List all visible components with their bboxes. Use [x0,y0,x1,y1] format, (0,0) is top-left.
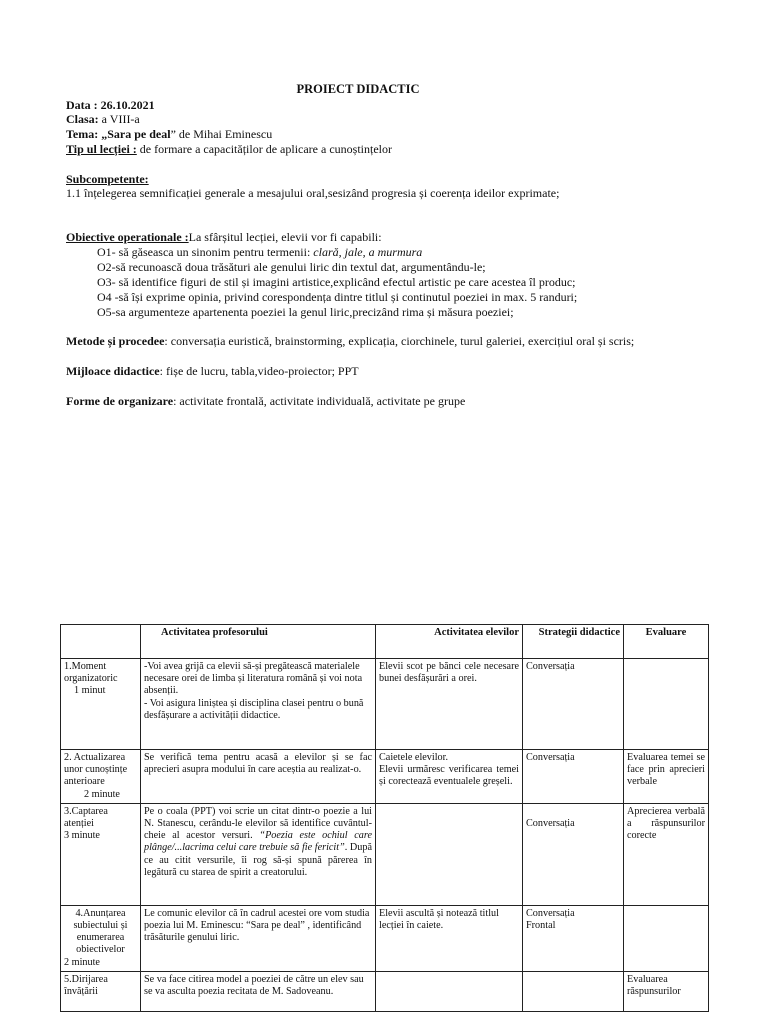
objective-o2: O2-să recunoască doua trăsături ale genului liric din textul dat, argumentându-le; [97,260,486,274]
methods-line [66,334,726,348]
teacher-activity-cell [141,659,376,750]
lesson-plan-table [60,624,709,1012]
step-label: 1.Moment organizatoric [64,661,118,685]
objective-o4: O4 -să își exprime opinia, privind corespondența dintre titlul și continutul poeziei in max. 5 randuri; [97,290,578,304]
evaluation-cell [624,905,709,971]
teacher-activity-cell: Le comunic elevilor că în cadrul acestei ore vom studia poezia lui M. Eminescu: “Sara pe deal” , identificând trăsăturile genului liric. [141,905,376,971]
strategies-cell: Conversația [523,803,624,905]
teacher-activity-cell [141,803,376,905]
class-value: a VIII-a [98,112,140,126]
step-time: 2 minute [64,956,100,968]
teacher-activity-text-cont: . După ce au citit versurile, îi rog să-și spună părerea în legătură cu starea de spirit a creatorului. [144,842,372,878]
theme-line [66,127,726,141]
means-value: : fișe de lucru, tabla,video-proiector; PPT [159,364,359,378]
objective-o1-terms: clară, jale, a murmura [313,245,423,259]
teacher-activity-cell: Se va face citirea model a poeziei de către un elev sau se va asculta poezia recitata de M. Sadoveanu. [141,971,376,1011]
teacher-activity-text: -Voi avea grijă ca elevii să-și pregătească materialele necesare orei de limba și literatura română și voi nota absenții. - Voi asigura liniștea și disciplina clasei pentru o bună desfășurare a activității didactice. [144,661,364,721]
theme-label: Tema: „ [66,127,108,141]
step-time: 2 minute [84,788,120,800]
document-title: PROIECT DIDACTIC [296,82,420,96]
step-cell [61,905,141,971]
objectives-label: Obiective operationale : [66,230,189,244]
objective-o1-text: O1- să găseasca un sinonim pentru termenii: [97,245,314,259]
methods-label: Metode și procedee [66,334,165,348]
step-label: 2. Actualizarea unor cunoștințe anterioare [64,752,128,788]
student-activity-cell: Elevii scot pe bănci cele necesare bunei desfășurări a orei. [376,659,523,750]
strategies-cell: Conversația [523,659,624,750]
student-activity-cell [376,803,523,905]
header-strategies: Strategii didactice [523,625,624,659]
means-line [66,364,726,378]
student-activity-cell: Caietele elevilor. Elevii urmăresc verificarea temei și corectează eventualele greșeli. [376,750,523,804]
student-activity-cell: Elevii ascultă și notează titlul lecției în caiete. [376,905,523,971]
evaluation-cell: Evaluarea temei se face prin aprecieri verbale [624,750,709,804]
forms-value: : activitate frontală, activitate individuală, activitate pe grupe [173,394,466,408]
step-time: 1 minut [74,685,106,697]
lesson-type-line [66,142,726,156]
quote-text: “Poezia este ochiul care plânge/...lacrima celui care trebuie să fie fericit” [144,830,373,854]
objective-o5: O5-sa argumenteze apartenenta poeziei la genul liric,precizând rima și măsura poeziei; [97,305,514,319]
objective-o3: O3- să identifice figuri de stil și imagini artistice,explicând efectul artistic pe care acestea îl produc; [97,275,576,289]
header-student-activity: Activitatea elevilor [376,625,523,659]
table-row [61,905,709,971]
step-time: 3 minute [64,830,100,842]
date-line [66,98,726,112]
table-row [61,803,709,905]
objectives-heading [66,230,726,244]
lesson-type-value: de formare a capacităților de aplicare a cunoștințelor [136,142,392,156]
table-header-row [61,625,709,659]
lesson-type-label: Tip ul lecției : [66,142,137,156]
subcompetente-heading [66,172,726,186]
table-row [61,971,709,1011]
table-row [61,659,709,750]
table-row [61,750,709,804]
theme-title: Sara pe deal [107,127,171,141]
forms-label: Forme de organizare [66,394,174,408]
date-label: Data : 26.10.2021 [66,98,155,112]
header-step [61,625,141,659]
theme-rest: ” de Mihai Eminescu [170,127,273,141]
strategies-cell [523,971,624,1011]
means-label: Mijloace didactice [66,364,160,378]
teacher-activity-cell: Se verifică tema pentru acasă a elevilor și se fac aprecieri asupra modului în care aceștia au realizat-o. [141,750,376,804]
objective-o1 [97,245,757,259]
evaluation-cell: Evaluarea răspunsurilor [624,971,709,1011]
step-label: 3.Captarea atenției [64,805,108,830]
class-line [66,112,726,126]
class-label: Clasa: [66,112,99,126]
step-label: 5.Dirijarea învățării [64,973,108,998]
step-cell [61,971,141,1011]
step-cell [61,750,141,804]
evaluation-cell: Aprecierea verbală a răspunsurilor corecte [624,803,709,905]
strategies-cell: Conversația Frontal [523,905,624,971]
objectives-intro: La sfârșitul lecției, elevii vor fi capabili: [188,230,382,244]
strategies-cell: Conversația [523,750,624,804]
subcompetente-label: Subcompetente: [66,172,149,186]
methods-value: : conversația euristică, brainstorming, explicația, ciorchinele, turul galeriei, exercițiul oral și scris; [164,334,635,348]
student-activity-cell [376,971,523,1011]
forms-line [66,394,726,408]
subcompetente-item: 1.1 înțelegerea semnificației generale a mesajului oral,sesizând progresia și coerența ideilor exprimate; [66,186,560,200]
teacher-activity-text: Pe o coala (PPT) voi scrie un citat dintr-o poezie a lui N. Stanescu, cerându-le elevilor să identifice cuvântul-cheie al acestor versuri. [144,805,372,842]
step-cell [61,659,141,750]
evaluation-cell [624,659,709,750]
header-evaluation: Evaluare [624,625,709,659]
step-label: 4.Anunțarea subiectului și enumerarea obiectivelor [73,907,128,956]
step-cell [61,803,141,905]
header-teacher-activity: Activitatea profesorului [141,625,376,659]
